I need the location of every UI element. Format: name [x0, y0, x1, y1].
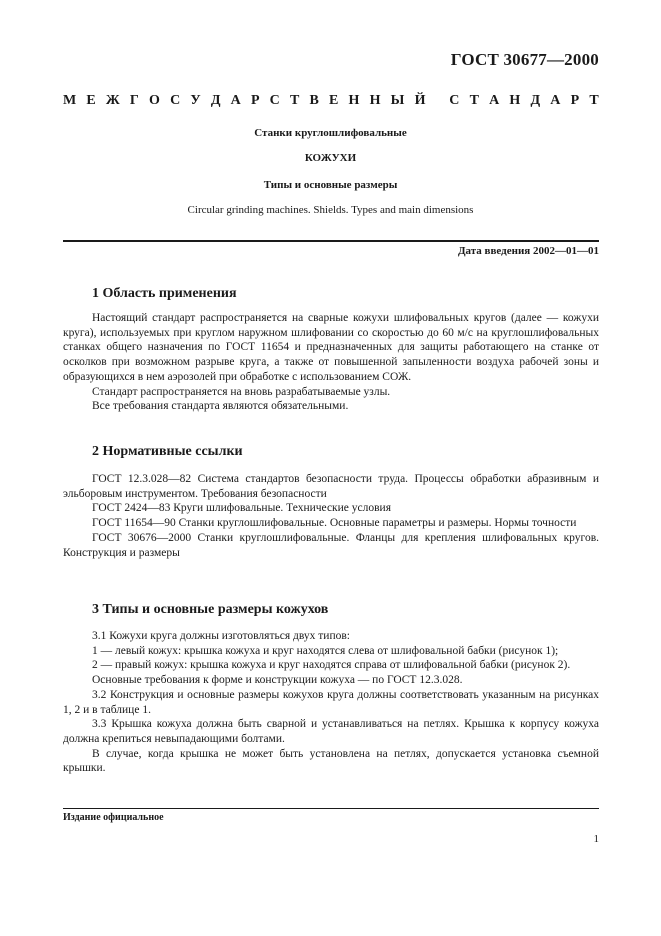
banner-letter: Д	[530, 93, 541, 108]
paragraph: Основные требования к форме и конструкции кожуха — по ГОСТ 12.3.028.	[92, 674, 463, 687]
section-body	[63, 629, 599, 776]
page-number: 1	[593, 833, 599, 845]
paragraph: ГОСТ 11654—90 Станки круглошлифовальные. Основные параметры и размеры. Нормы точности	[92, 517, 577, 530]
section-heading: 3 Типы и основные размеры кожухов	[92, 602, 329, 617]
paragraph: ГОСТ 2424—83 Круги шлифовальные. Технические условия	[92, 502, 391, 515]
banner-letter: Т	[589, 93, 599, 108]
paragraph: Настоящий стандарт распространяется на сварные кожухи шлифовальных кругов (далее — кожухи круга), используемых при круглом наружном шлифовании со скоростью до 60 м/с на круглошлифовальных станках общего назначения по ГОСТ 11654 и предназначенных для защиты работающего на станке от осколков при возможном разрыве круга, а также от повышенной запыленности воздуха рабочей зоны и образующихся в нем аэрозолей при обработке с использованием СОЖ.	[63, 312, 599, 383]
banner-letter: Ж	[105, 93, 120, 108]
banner-letter: Н	[348, 93, 360, 108]
document-code: ГОСТ 30677—2000	[450, 50, 599, 69]
paragraph: 2 — правый кожух: крышка кожуха и круг находятся справа от шлифовальной бабки (рисунок 2).	[92, 659, 571, 672]
banner-letter	[436, 93, 440, 109]
paragraph: 1 — левый кожух: крышка кожуха и круг находятся слева от шлифовальной бабки (рисунок 1);	[92, 644, 559, 657]
introduction-date: Дата введения 2002—01—01	[457, 245, 599, 257]
banner-letter: С	[269, 93, 280, 108]
paragraph: 3.2 Конструкция и основные размеры кожухов круга должны соответствовать указанным на рисунках 1, 2 и в таблице 1.	[63, 688, 599, 716]
paragraph: ГОСТ 30676—2000 Станки круглошлифовальные. Фланцы для крепления шлифовальных кругов. Конструкция и размеры	[63, 531, 599, 559]
official-edition-label: Издание официальное	[63, 812, 164, 823]
paragraph: 3.3 Крышка кожуха должна быть сварной и устанавливаться на петлях. Крышка к корпусу кожуха должна крепиться невыпадающими болтами.	[63, 718, 599, 745]
section-body	[63, 472, 599, 560]
banner-letter: С	[170, 93, 181, 108]
banner-letter: А	[489, 93, 500, 108]
title-machine-type: Станки круглошлифовальные	[254, 127, 407, 139]
banner-letter: О	[149, 93, 160, 108]
banner-letter: Г	[129, 93, 139, 108]
section-body	[63, 311, 599, 414]
banner-letter: А	[230, 93, 241, 108]
banner-letter: Т	[469, 93, 479, 108]
banner-letter: Н	[509, 93, 521, 108]
paragraph: ГОСТ 12.3.028—82 Система стандартов безопасности труда. Процессы обработки абразивным и эльборовым инструментом. Требования безопасности	[63, 473, 599, 500]
title-main: КОЖУХИ	[304, 152, 357, 164]
title-english: Circular grinding machines. Shields. Types and main dimensions	[187, 204, 474, 216]
banner-letter: Й	[414, 93, 426, 108]
banner-letter: У	[190, 93, 201, 108]
title-subtitle: Типы и основные размеры	[263, 179, 398, 191]
banner-letter: Р	[250, 93, 260, 108]
banner-letter: Т	[289, 93, 300, 108]
banner-letter: Н	[369, 93, 381, 108]
footer-divider	[63, 808, 599, 809]
banner-letter: Р	[570, 93, 580, 108]
section-heading: 2 Нормативные ссылки	[92, 444, 243, 459]
banner-letter: Е	[329, 93, 339, 108]
header-divider	[63, 240, 599, 242]
section-heading: 1 Область применения	[92, 286, 237, 301]
banner-letter: А	[550, 93, 561, 108]
paragraph: В случае, когда крышка не может быть установлена на петлях, допускается установка съемной крышки.	[63, 747, 599, 775]
banner-letter: Д	[210, 93, 221, 108]
banner-letter: М	[63, 93, 77, 108]
paragraph: Все требования стандарта являются обязательными.	[92, 400, 349, 413]
banner-letter: Е	[86, 93, 96, 108]
paragraph: Стандарт распространяется на вновь разрабатываемые узлы.	[92, 385, 391, 398]
banner-letter: В	[309, 93, 319, 108]
banner-letter: Ы	[390, 93, 405, 108]
interstate-standard-banner	[63, 93, 599, 109]
paragraph: 3.1 Кожухи круга должны изготовляться двух типов:	[92, 630, 350, 642]
banner-letter: С	[449, 93, 460, 108]
